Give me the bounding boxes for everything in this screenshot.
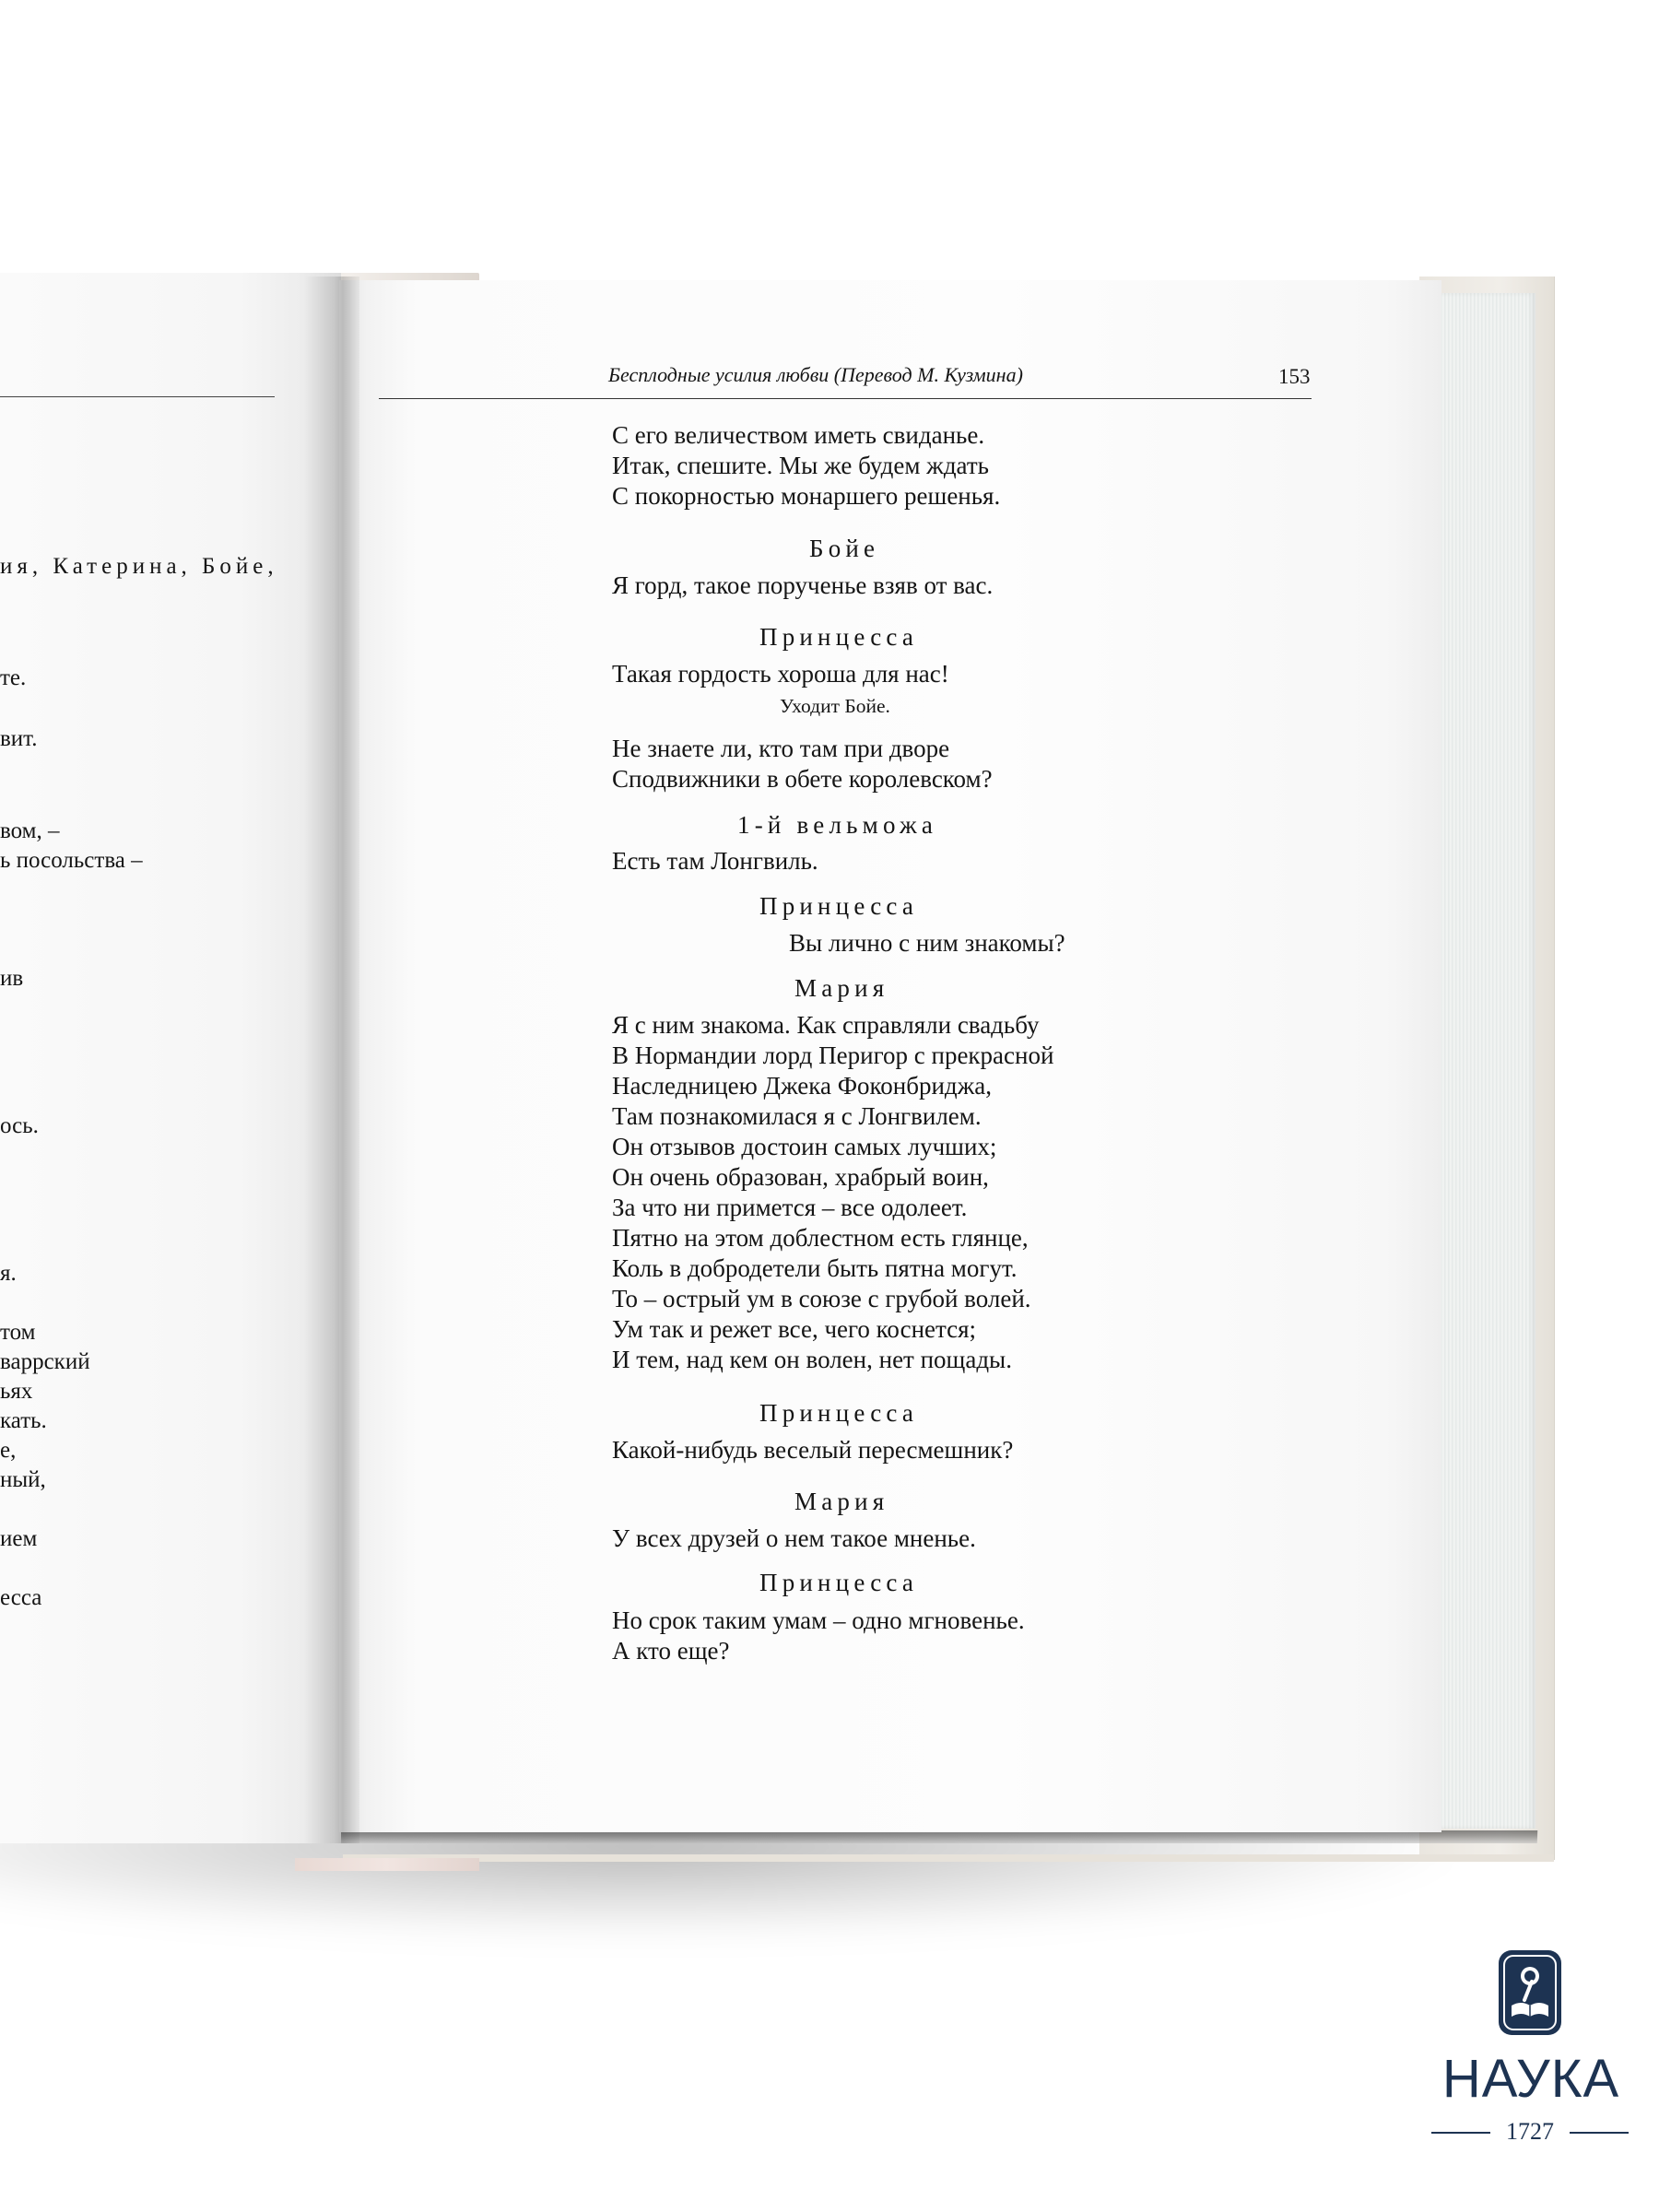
left-line: ием [0,1526,38,1551]
verse-line: Там познакомилася я с Лонгвилем. [612,1102,982,1130]
verse-line: У всех друзей о нем такое мненье. [612,1524,976,1552]
left-header-rule [0,396,275,397]
header-rule [379,398,1312,399]
verse-line: Есть там Лонгвиль. [612,847,818,875]
left-line: вит. [0,726,38,751]
speaker-name: 1-й вельможа [737,811,938,839]
speaker-name: Принцесса [759,1399,919,1427]
publisher-logo-year: 1727 [1506,2118,1554,2145]
left-line: ный, [0,1467,46,1492]
verse-line: Итак, спешите. Мы же будем ждать [612,452,989,479]
logo-rule-left [1431,2132,1490,2134]
verse-line: Коль в добродетели быть пятна могут. [612,1254,1018,1282]
speaker-name: Принцесса [759,892,919,920]
stage-direction: Уходит Бойе. [780,695,890,717]
publisher-logo-year-block [1431,2118,1629,2146]
logo-rule-right [1570,2132,1629,2134]
left-page [0,273,341,1843]
verse-line: С покорностью монаршего решенья. [612,482,1001,510]
verse-line: А кто еще? [612,1637,730,1665]
verse-line: Вы лично с ним знакомы? [789,929,1065,957]
verse-line: Пятно на этом доблестном есть глянце, [612,1224,1029,1252]
left-line: е, [0,1438,17,1463]
verse-line: Я горд, такое порученье взяв от вас. [612,571,994,599]
left-line: те. [0,665,27,690]
left-line: ь посольства – [0,848,143,873]
page-number: 153 [1278,365,1311,388]
left-line: я. [0,1261,17,1286]
left-line: варрский [0,1349,90,1374]
running-head: Бесплодные усилия любви (Перевод М. Кузмина) [608,363,1023,386]
verse-line: Не знаете ли, кто там при дворе [612,735,950,762]
verse-line: Он отзывов достоин самых лучших; [612,1133,997,1160]
verse-line: Он очень образован, храбрый воин, [612,1163,989,1191]
speaker-name: Принцесса [759,1569,919,1596]
publisher-logo-name: НАУКА [1441,2049,1620,2109]
speaker-name: Мария [794,974,889,1002]
left-line: ив [0,966,24,991]
speaker-name: Бойе [809,535,880,562]
verse-line: С его величеством иметь свиданье. [612,421,985,449]
left-line: есса [0,1585,42,1610]
verse-line: Наследницею Джека Фоконбриджа, [612,1072,993,1100]
verse-line: За что ни примется – все одолеет. [612,1194,968,1221]
left-line: том [0,1320,36,1345]
verse-line: И тем, над кем он волен, нет пощады. [612,1346,1012,1373]
page-edges [1433,293,1535,1829]
verse-line: Сподвижники в обете королевском? [612,765,993,793]
verse-line: В Нормандии лорд Перигор с прекрасной [612,1041,1054,1069]
verse-line: То – острый ум в союзе с грубой волей. [612,1285,1031,1312]
verse-line: Такая гордость хороша для нас! [612,660,949,688]
book-cover-bottom [343,1854,1554,1862]
book-spine-bottom [295,1858,479,1871]
book-emblem-icon [1497,1948,1563,2037]
speaker-name: Мария [794,1488,889,1515]
left-line: ьях [0,1379,33,1404]
page-gutter [304,276,359,1843]
verse-line: Ум так и режет все, чего коснется; [612,1315,977,1343]
left-line: кать. [0,1408,47,1433]
speaker-name: Принцесса [759,623,919,651]
verse-line: Но срок таким умам – одно мгновенье. [612,1606,1025,1634]
left-line: ия, Катерина, Бойе, [0,554,278,579]
page-bottom-edge [339,1830,1537,1843]
left-line: ось. [0,1113,39,1138]
verse-line: Я с ним знакома. Как справляли свадьбу [612,1011,1040,1039]
verse-line: Какой-нибудь веселый пересмешник? [612,1436,1014,1464]
left-line: вом, – [0,818,60,843]
